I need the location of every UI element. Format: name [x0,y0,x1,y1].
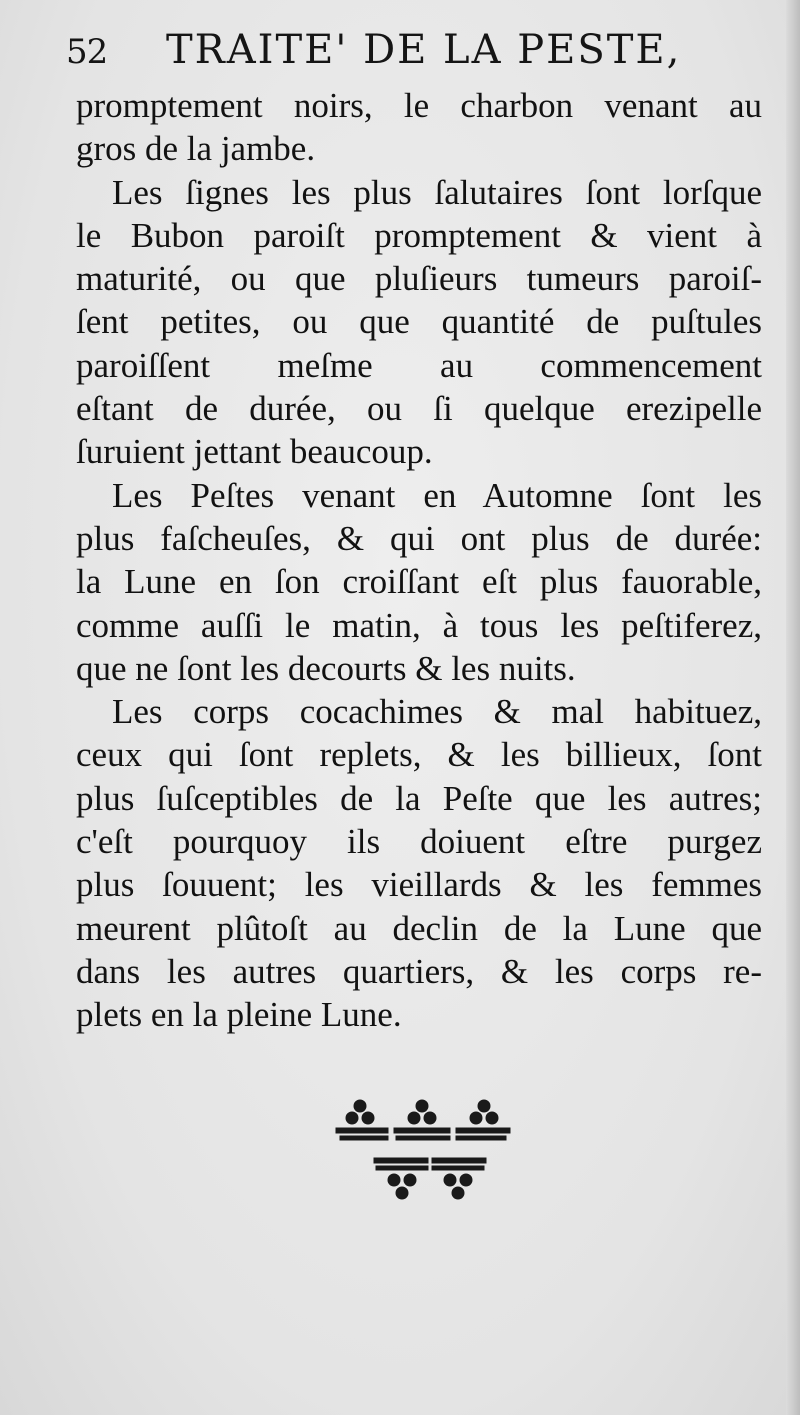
fleuron-lower-left [374,1158,428,1199]
printers-fleuron-ornament-icon [330,1096,516,1212]
text-line: plus ſuſceptibles de la Peſte que les autres; [76,778,762,818]
text-line: ſuruient jettant beaucoup. [76,432,433,472]
text-line: le Bubon paroiſt promptement & vient à [76,215,762,255]
text-line: promptement noirs, le charbon venant au [76,86,762,125]
text-line: plus faſcheuſes, & qui ont plus de durée: [76,518,762,558]
paragraph-start-line: Les corps cocachimes & mal habituez, [112,692,762,732]
page-header [66,20,746,76]
body-text [76,84,762,1037]
fleuron-upper-middle [394,1100,450,1140]
text-line: meurent plûtoſt au declin de la Lune que [76,908,762,948]
paragraph-start-line: Les ſignes les plus ſalutaires ſont lorſque [112,172,762,212]
text-line: ceux qui ſont replets, & les billieux, ſont [76,735,762,775]
text-line: c'eſt pourquoy ils doiuent eſtre purgez [76,822,762,862]
text-line: ſent petites, ou que quantité de puſtules [76,302,762,342]
text-line: maturité, ou que pluſieurs tumeurs paroiſ- [76,259,762,299]
fleuron-lower-right [432,1158,486,1199]
text-line: paroiſſent meſme au commencement [76,345,762,385]
text-line: gros de la jambe. [76,129,316,169]
text-line: plus ſouuent; les vieillards & les femmes [76,865,762,905]
page-number: 52 [66,32,108,72]
paragraph-start-line: Les Peſtes venant en Automne ſont les [112,475,762,515]
text-line: que ne ſont les decourts & les nuits. [76,648,576,688]
text-line: dans les autres quartiers, & les corps re- [76,951,762,991]
fleuron-upper-right [456,1100,510,1140]
text-line: la Lune en ſon croiſſant eſt plus fauorable, [76,562,762,602]
page-gutter-shadow [786,0,800,1415]
fleuron-upper-left [336,1100,388,1140]
text-line: plets en la pleine Lune. [76,995,402,1035]
text-line: eſtant de durée, ou ſi quelque erezipelle [76,389,762,429]
running-title: TRAITE' DE LA PESTE, [166,27,682,73]
text-line: comme auſſi le matin, à tous les peſtiferez, [76,605,762,645]
